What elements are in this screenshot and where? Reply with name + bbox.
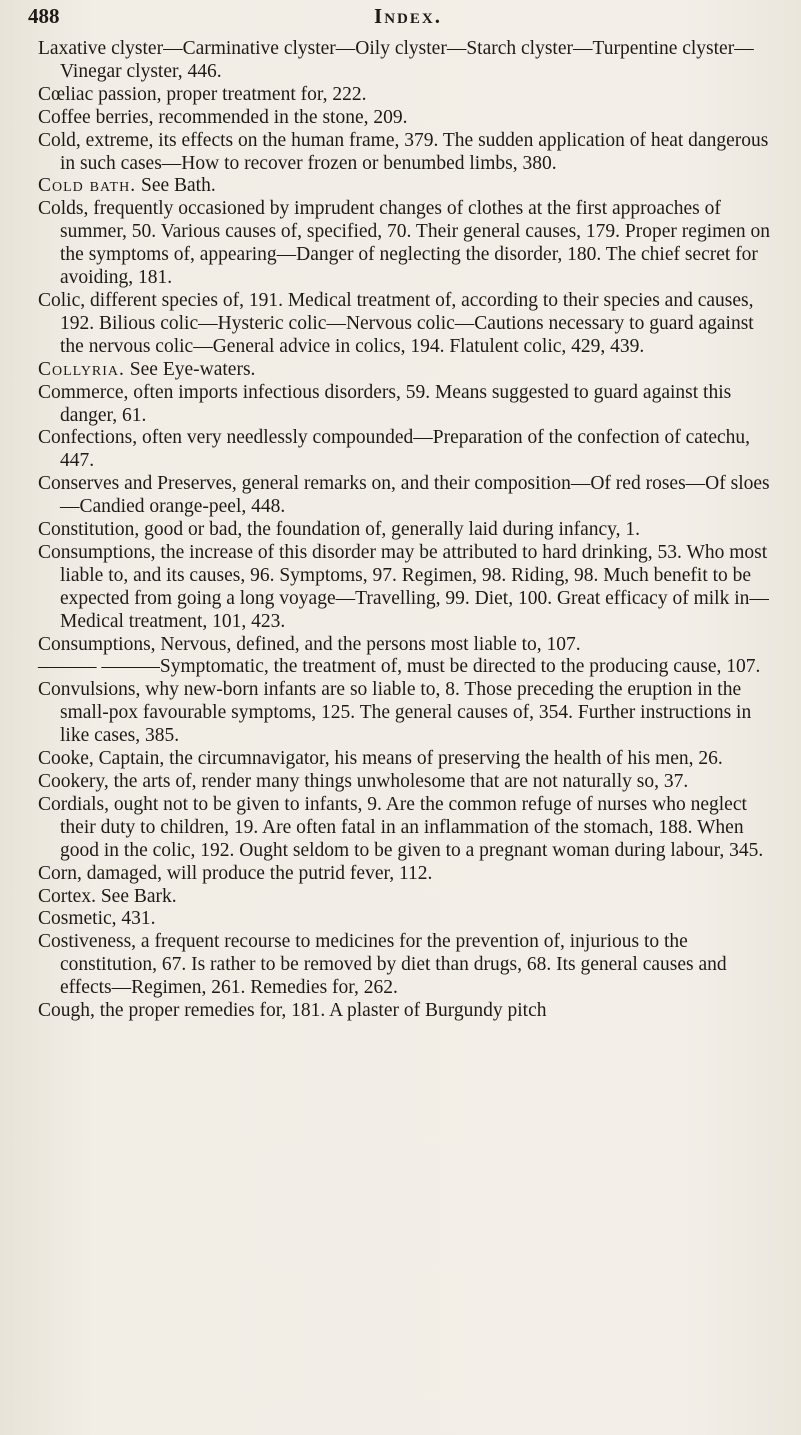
entry-text: Consumptions, Nervous, defined, and the persons most liable to, 107. <box>38 633 581 655</box>
entry-text: See Eye-waters. <box>124 358 256 380</box>
entry-text: Coffee berries, recommended in the stone, 209. <box>38 106 408 128</box>
entry-text: Cooke, Captain, the circumnavigator, his means of preserving the health of his men, 26. <box>38 748 723 770</box>
entry-text: Consumptions, the increase of this disorder may be attributed to hard drinking, 53. Who most liable to, and its causes, 96. Symptoms, 97. Regimen, 98. Riding, 98. Much benefit to be expected from going a long voyage—Travelling, 99. Diet, 100. Great efficacy of milk in—Medical treatment, 101, 423. <box>38 541 769 632</box>
page-header <box>28 4 788 34</box>
index-entry <box>38 382 773 428</box>
entry-text: Cortex. See Bark. <box>38 885 177 907</box>
entry-text: Conserves and Preserves, general remarks on, and their composition—Of red roses—Of sloes—Candied orange-peel, 448. <box>38 473 770 518</box>
index-entry <box>38 290 773 359</box>
index-entry <box>38 542 773 634</box>
entry-text: Corn, damaged, will produce the putrid fever, 112. <box>38 862 433 884</box>
entry-text: Confections, often very needlessly compounded—Preparation of the confection of catechu, 447. <box>38 427 751 472</box>
index-entry <box>38 38 773 84</box>
entry-text: Commerce, often imports infectious disorders, 59. Means suggested to guard against this danger, 61. <box>38 381 732 426</box>
entry-text: Colic, different species of, 191. Medical treatment of, according to their species and causes, 192. Bilious colic—Hysteric colic—Nervous colic—Cautions necessary to guard against the nervous colic—General advice in colics, 194. Flatulent colic, 429, 439. <box>38 289 754 357</box>
entry-text: Cookery, the arts of, render many things unwholesome that are not naturally so, 37. <box>38 771 689 792</box>
entry-heading: Cold bath. <box>38 175 137 197</box>
entry-text: Colds, frequently occasioned by imprudent changes of clothes at the first approaches of summer, 50. Various causes of, specified, 70. Their general causes, 179. Proper regimen on the symptoms of, appearing—Danger of neglecting the disorder, 180. The chief secret for avoiding, 181. <box>38 198 771 289</box>
entry-text: Cosmetic, 431. <box>38 908 156 930</box>
index-entry <box>38 519 773 542</box>
index-entry <box>38 656 773 679</box>
entry-text: ——— ———Symptomatic, the treatment of, must be directed to the producing cause, 107. <box>38 656 761 678</box>
index-entry <box>38 908 773 931</box>
index-entry <box>38 679 773 748</box>
index-entries <box>38 38 773 1023</box>
index-entry <box>38 427 773 473</box>
index-entry <box>38 771 773 794</box>
entry-text: Laxative clyster—Carminative clyster—Oily clyster—Starch clyster—Turpentine clyster—Vinegar clyster, 446. <box>38 38 754 82</box>
index-entry <box>38 359 773 382</box>
index-entry <box>38 634 773 657</box>
entry-text: Cold, extreme, its effects on the human frame, 379. The sudden application of heat dangerous in such cases—How to recover frozen or benumbed limbs, 380. <box>38 129 769 174</box>
entry-heading: Collyria. <box>38 358 125 380</box>
entry-text: Costiveness, a frequent recourse to medicines for the prevention of, injurious to the constitution, 67. Is rather to be removed by diet than drugs, 68. Its general causes and effects—Regimen, 261. Remedies for, 262. <box>38 931 727 999</box>
index-entry <box>38 198 773 290</box>
index-entry <box>38 84 773 107</box>
entry-text: Constitution, good or bad, the foundation of, generally laid during infancy, 1. <box>38 519 641 541</box>
index-entry <box>38 863 773 886</box>
index-entry <box>38 886 773 909</box>
running-title: Index. <box>374 4 442 28</box>
page-number: 488 <box>28 4 60 28</box>
entry-text: Cough, the proper remedies for, 181. A plaster of Burgundy pitch <box>38 1000 547 1022</box>
index-entry <box>38 107 773 130</box>
index-entry <box>38 1000 773 1023</box>
index-entry <box>38 473 773 519</box>
index-entry <box>38 794 773 863</box>
entry-text: Convulsions, why new-born infants are so liable to, 8. Those preceding the eruption in the small-pox favourable symptoms, 125. The general causes of, 354. Further instructions in like cases, 385. <box>38 679 752 747</box>
entry-text: Cordials, ought not to be given to infants, 9. Are the common refuge of nurses who neglect their duty to children, 19. Are often fatal in an inflammation of the stomach, 188. When good in the colic, 192. Ought seldom to be given to a pregnant woman during labour, 345. <box>38 793 764 861</box>
index-entry <box>38 931 773 1000</box>
entry-text: See Bath. <box>136 175 216 197</box>
index-entry <box>38 175 773 198</box>
index-entry <box>38 130 773 176</box>
entry-text: Cœliac passion, proper treatment for, 222. <box>38 83 367 105</box>
index-entry <box>38 748 773 771</box>
